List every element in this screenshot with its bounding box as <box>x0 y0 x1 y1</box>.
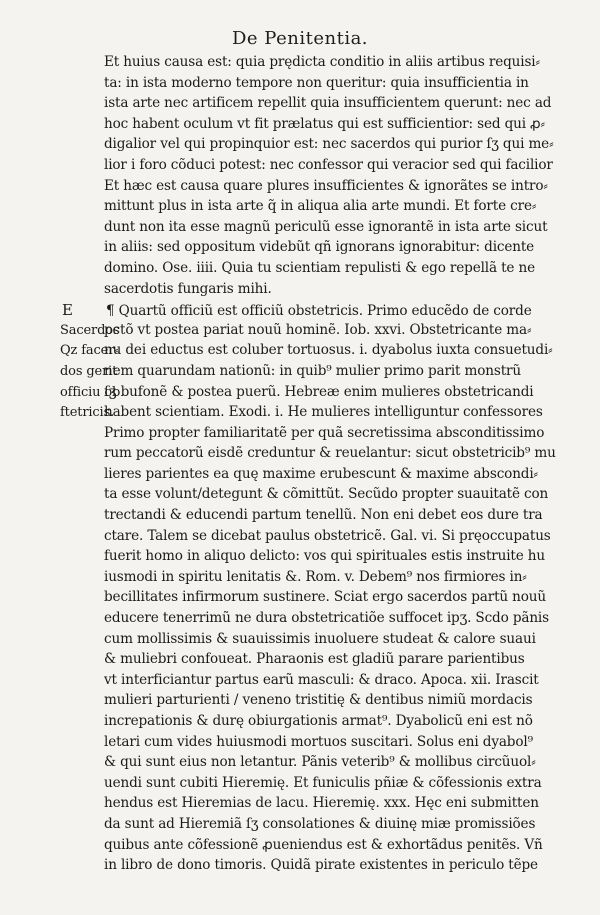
text-line <box>60 219 558 240</box>
margin-note: ftetricis. <box>60 405 115 421</box>
text-line <box>60 775 558 796</box>
line-text: mittunt plus in ista arte q̃ in aliqua alia arte mundi. Et forte cre⸗ <box>104 198 537 215</box>
line-text: trectandi & educendi partum tenellũ. Non eni debet eos dure tra <box>104 507 543 524</box>
text-line <box>60 363 558 384</box>
text-line <box>60 239 558 260</box>
line-text: becillitates infirmorum sustinere. Sciat ergo sacerdos partũ nouũ <box>104 589 547 606</box>
text-line <box>60 528 558 549</box>
margin-note: officiu ob <box>60 384 121 400</box>
line-text: lior i foro cõduci potest: nec confessor qui veracior sed qui facilior <box>104 156 553 173</box>
line-text: ctare. Talem se dicebat paulus obstetricẽ. Gal. vi. Si pręoccupatus <box>104 527 551 544</box>
line-text: ſʒ bufonẽ & postea puerũ. Hebreæ enim mulieres obstetricandi <box>104 383 534 400</box>
line-text: rum peccatorũ eisdẽ creduntur & reuelantur: sicut obstetricib⁹ mu <box>104 445 556 462</box>
line-text: nem quarundam nationũ: in quib⁹ mulier primo parit monstrũ <box>104 362 521 379</box>
text-line <box>60 507 558 528</box>
margin-note: Qz facer⸗ <box>60 343 119 359</box>
margin-letter: E <box>62 301 73 320</box>
line-text: ta esse volunt/detegunt & cõmittũt. Secũdo propter suauitatẽ con <box>104 486 549 503</box>
text-line <box>60 672 558 693</box>
text-line <box>60 713 558 734</box>
line-text: ista arte nec artificem repellit quia insufficientem querunt: nec ad <box>104 95 552 112</box>
line-text: pctõ vt postea pariat nouũ hominẽ. Iob. xxvi. Obstetricante ma⸗ <box>104 321 532 338</box>
text-line <box>60 425 558 446</box>
text-line <box>60 651 558 672</box>
line-text: in libro de dono timoris. Quidã pirate existentes in periculo tẽpe <box>104 857 538 874</box>
line-text: quibus ante cõfessionẽ ꝓueniendus est & exhortãdus penitẽs. Vñ <box>104 836 543 853</box>
text-line <box>60 548 558 569</box>
line-text: & muliebri confoueat. Pharaonis est gladiũ parare parientibus <box>104 651 525 668</box>
line-text: vt interficiantur partus earũ masculi: & draco. Apoca. xii. Irascit <box>104 671 539 688</box>
text-line <box>60 322 558 343</box>
text-line <box>60 692 558 713</box>
text-line <box>60 281 558 302</box>
text-line <box>60 610 558 631</box>
text-line <box>60 116 558 137</box>
line-text: dunt non ita esse magnũ periculũ esse ignorantẽ in ista arte sicut <box>104 218 548 235</box>
text-line <box>60 816 558 837</box>
text-line <box>60 631 558 652</box>
text-line <box>60 178 558 199</box>
line-text: sacerdotis fungaris mihi. <box>104 280 272 297</box>
line-text: Primo propter familiaritatẽ per quã secretissima absconditissimo <box>104 424 545 441</box>
text-line <box>60 486 558 507</box>
text-line <box>60 589 558 610</box>
text-line <box>60 136 558 157</box>
text-line <box>60 837 558 858</box>
text-line <box>60 795 558 816</box>
line-text: hoc habent oculum vt fit prælatus qui est sufficientior: sed qui ꝓ⸗ <box>104 115 545 132</box>
text-line <box>60 466 558 487</box>
line-text: hendus est Hieremias de lacu. Hieremię. xxx. Hęc eni submitten <box>104 795 539 812</box>
line-text: digalior vel qui propinquior est: nec sacerdos qui purior ſʒ qui me⸗ <box>104 136 554 153</box>
text-line <box>60 157 558 178</box>
line-text: in aliis: sed oppositum videbũt qñ ignorans ignorabitur: dicente <box>104 239 535 256</box>
line-text: lieres parientes ea quę maxime erubescunt & maxime abscondi⸗ <box>104 465 538 482</box>
text-line <box>60 342 558 363</box>
text-block <box>60 54 558 878</box>
line-text: Et hæc est causa quare plures insufficientes & ignorãtes se intro⸗ <box>104 177 548 194</box>
margin-note: Sacerdos <box>60 322 120 338</box>
text-line <box>60 75 558 96</box>
text-line <box>60 445 558 466</box>
line-text: nu dei eductus est coluber tortuosus. i. dyabolus iuxta consuetudi⸗ <box>104 342 553 359</box>
margin-note: dos gerit <box>60 363 118 379</box>
text-line <box>60 54 558 75</box>
line-text: Et huius causa est: quia prędicta conditio in aliis artibus requisi⸗ <box>104 54 540 70</box>
line-text: letari cum vides huiusmodi mortuos suscitari. Solus eni dyabol⁹ <box>104 733 533 750</box>
text-line <box>60 404 558 425</box>
line-text: ta: in ista moderno tempore non queritur: quia insufficientia in <box>104 74 529 91</box>
line-text: habent scientiam. Exodi. i. He mulieres intelliguntur confessores <box>104 404 543 421</box>
text-line <box>60 260 558 281</box>
line-text: & qui sunt eius non letantur. Pãnis veterib⁹ & mollibus circũuol⸗ <box>104 754 536 771</box>
line-text: mulieri parturienti / veneno tristitię & dentibus nimiũ mordacis <box>104 692 533 709</box>
text-line <box>60 384 558 405</box>
line-text: fuerit homo in aliquo delicto: vos qui spirituales estis instruite hu <box>104 548 546 565</box>
line-text: domino. Ose. iiii. Quia tu scientiam repulisti & ego repellã te ne <box>104 259 535 276</box>
text-line <box>60 857 558 878</box>
line-text: cum mollissimis & suauissimis inuoluere studeat & calore suaui <box>104 630 536 647</box>
line-text: educere tenerrimũ ne dura obstetricatiõe suffocet ipʒ. Scdo pãnis <box>104 610 549 627</box>
line-text: uendi sunt cubiti Hieremię. Et funiculis pñiæ & cõfessionis extra <box>104 774 542 791</box>
text-line <box>60 301 558 322</box>
text-line <box>60 95 558 116</box>
text-line <box>60 569 558 590</box>
running-header: De Penitentia. <box>232 28 369 49</box>
text-line <box>60 198 558 219</box>
line-text: increpationis & durę obiurgationis armat⁹. Dyabolicũ eni est nõ <box>104 713 533 729</box>
line-text: da sunt ad Hieremiã ſʒ consolationes & diuinę miæ promissiões <box>104 815 536 832</box>
text-line <box>60 734 558 755</box>
text-line <box>60 754 558 775</box>
line-text: ¶ Quartũ officiũ est officiũ obstetricis. Primo educẽdo de corde <box>106 303 532 320</box>
line-text: iusmodi in spiritu lenitatis &. Rom. v. Debem⁹ nos firmiores in⸗ <box>104 568 527 585</box>
